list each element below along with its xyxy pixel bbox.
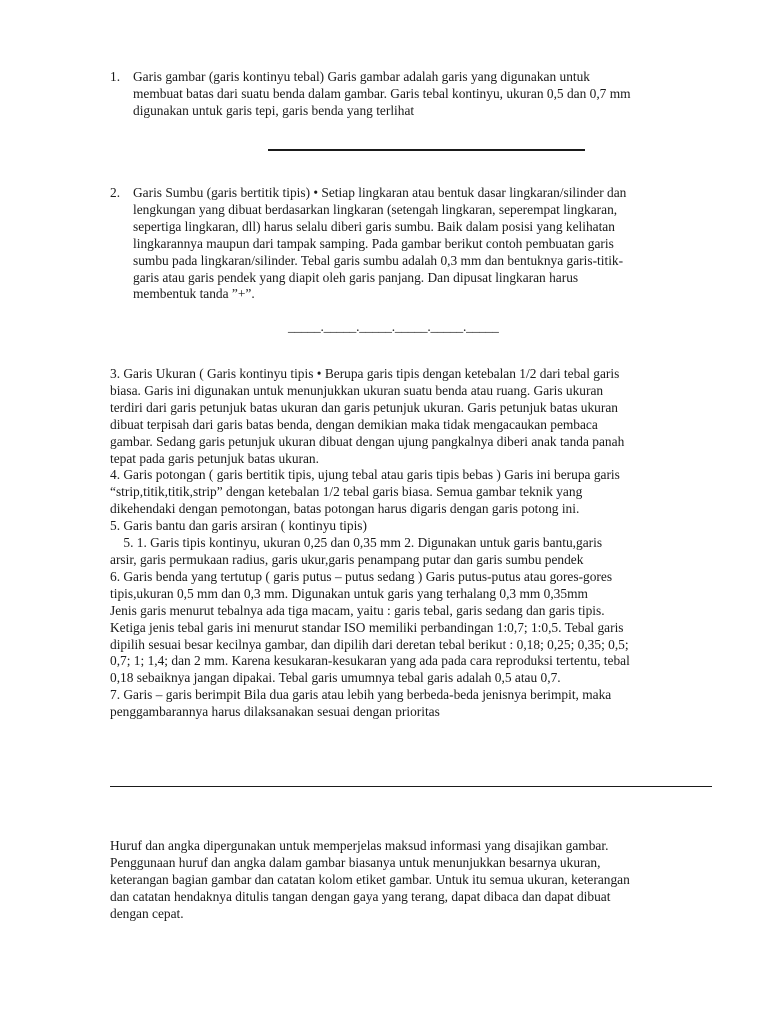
text-line: Jenis garis menurut tebalnya ada tiga macam, yaitu : garis tebal, garis sedang dan garis tipis. bbox=[110, 602, 605, 618]
text-line: Ketiga jenis tebal garis ini menurut standar ISO memiliki perbandingan 1:0,7; 1:0,5. Tebal garis bbox=[110, 619, 624, 635]
thick-line-example bbox=[268, 149, 585, 151]
text-line: 4. Garis potongan ( garis bertitik tipis, ujung tebal atau garis tipis bebas ) Garis ini berupa garis bbox=[110, 467, 620, 483]
text-line: 7. Garis – garis berimpit Bila dua garis atau lebih yang berbeda-beda jenisnya berimpit, maka bbox=[110, 687, 612, 703]
text-line: tepat pada garis petunjuk batas ukuran. bbox=[110, 450, 319, 466]
text-line: 3. Garis Ukuran ( Garis kontinyu tipis • Berupa garis tipis dengan ketebalan 1/2 dari tebal garis bbox=[110, 366, 620, 381]
text-line: arsir, garis permukaan radius, garis ukur,garis penampang putar dan garis sumbu pendek bbox=[110, 551, 584, 567]
text-line: 0,7; 1; 1,4; dan 2 mm. Karena kesukaran-kesukaran yang ada pada cara reproduksi tertentu, tebal bbox=[110, 653, 630, 669]
text-line: “strip,titik,titik,strip” dengan ketebalan 1/2 tebal garis biasa. Semua gambar teknik yang bbox=[110, 484, 583, 500]
text-line: biasa. Garis ini digunakan untuk menunjukkan ukuran suatu benda atau ruang. Garis ukuran bbox=[110, 382, 604, 398]
text-line: 5. 1. Garis tipis kontinyu, ukuran 0,25 dan 0,35 mm 2. Digunakan untuk garis bantu,garis bbox=[110, 535, 603, 551]
text-line: tipis,ukuran 0,5 mm dan 0,3 mm. Digunakan untuk garis yang terhalang 0,3 mm 0,35mm bbox=[110, 585, 588, 601]
text-line: dengan cepat. bbox=[110, 905, 184, 921]
text-line: dikehendaki dengan pemotongan, batas potongan harus digaris dengan garis potong ini. bbox=[110, 501, 580, 517]
text-line: digunakan untuk garis tepi, garis benda yang terlihat bbox=[133, 102, 415, 118]
text-line: sumbu pada lingkaran/silinder. Tebal garis sumbu adalah 0,3 mm dan bentuknya garis-titik- bbox=[133, 252, 624, 268]
paragraph-huruf-dan-angka bbox=[110, 838, 714, 923]
text-line: Huruf dan angka dipergunakan untuk memperjelas maksud informasi yang disajikan gambar. bbox=[110, 838, 609, 853]
list-number: 2. bbox=[110, 185, 121, 200]
text-line: dan catatan hendaknya ditulis tangan dengan gaya yang terang, dapat dibaca dan dapat dibuat bbox=[110, 888, 611, 904]
text-line: 0,18 sebaiknya jangan dipakai. Tebal garis umumnya tebal garis adalah 0,5 atau 0,7. bbox=[110, 670, 561, 686]
text-line: keterangan bagian gambar dan catatan kolom etiket gambar. Untuk itu semua ukuran, keterangan bbox=[110, 871, 630, 887]
horizontal-divider bbox=[110, 786, 712, 787]
text-line: terdiri dari garis petunjuk batas ukuran dan garis petunjuk ukuran. Garis petunjuk batas ukuran bbox=[110, 399, 618, 415]
text-line: membentuk tanda ”+”. bbox=[133, 286, 255, 302]
text-line: sepertiga lingkaran, dll) harus selalu diberi garis sumbu. Baik dalam posisi yang kelihatan bbox=[133, 218, 615, 234]
list-number: 1. bbox=[110, 69, 121, 84]
text-line: gambar. Sedang garis petunjuk ukuran dibuat dengan ujung pangkalnya diberi anak tanda panah bbox=[110, 433, 625, 449]
list-item-text bbox=[133, 185, 713, 303]
text-line: dibuat terpisah dari garis batas benda, dengan demikian maka tidak mengacaukan pembaca bbox=[110, 416, 598, 432]
text-line: membuat batas dari suatu benda dalam gambar. Garis tebal kontinyu, ukuran 0,5 dan 0,7 mm bbox=[133, 85, 631, 101]
list-item-text bbox=[133, 69, 713, 120]
section-garis-ukuran-to-prioritas bbox=[110, 366, 714, 721]
text-line: 5. Garis bantu dan garis arsiran ( kontinyu tipis) bbox=[110, 518, 367, 534]
text-line: garis atau garis pendek yang diapit oleh garis panjang. Dan dipusat lingkaran harus bbox=[133, 269, 579, 285]
dash-dot-line-example: _____._____._____._____._____._____ bbox=[288, 319, 499, 334]
text-line: 6. Garis benda yang tertutup ( garis putus – putus sedang ) Garis putus-putus atau gores-gores bbox=[110, 568, 613, 584]
text-line: penggambarannya harus dilaksanakan sesuai dengan prioritas bbox=[110, 704, 440, 720]
text-line: lingkarannya maupun dari tampak samping. Pada gambar berikut contoh pembuatan garis bbox=[133, 235, 614, 251]
text-line: lengkungan yang dibuat berdasarkan lingkaran (setengah lingkaran, seperempat lingkaran, bbox=[133, 201, 618, 217]
text-line: Garis gambar (garis kontinyu tebal) Garis gambar adalah garis yang digunakan untuk bbox=[133, 69, 591, 84]
text-line: Penggunaan huruf dan angka dalam gambar biasanya untuk menunjukkan besarnya ukuran, bbox=[110, 854, 601, 870]
text-line: Garis Sumbu (garis bertitik tipis) • Setiap lingkaran atau bentuk dasar lingkaran/silinder dan bbox=[133, 185, 627, 200]
text-line: dipilih sesuai besar kecilnya gambar, dan dipilih dari deretan tebal berikut : 0,18; 0,25; 0,35; 0,5; bbox=[110, 636, 629, 652]
